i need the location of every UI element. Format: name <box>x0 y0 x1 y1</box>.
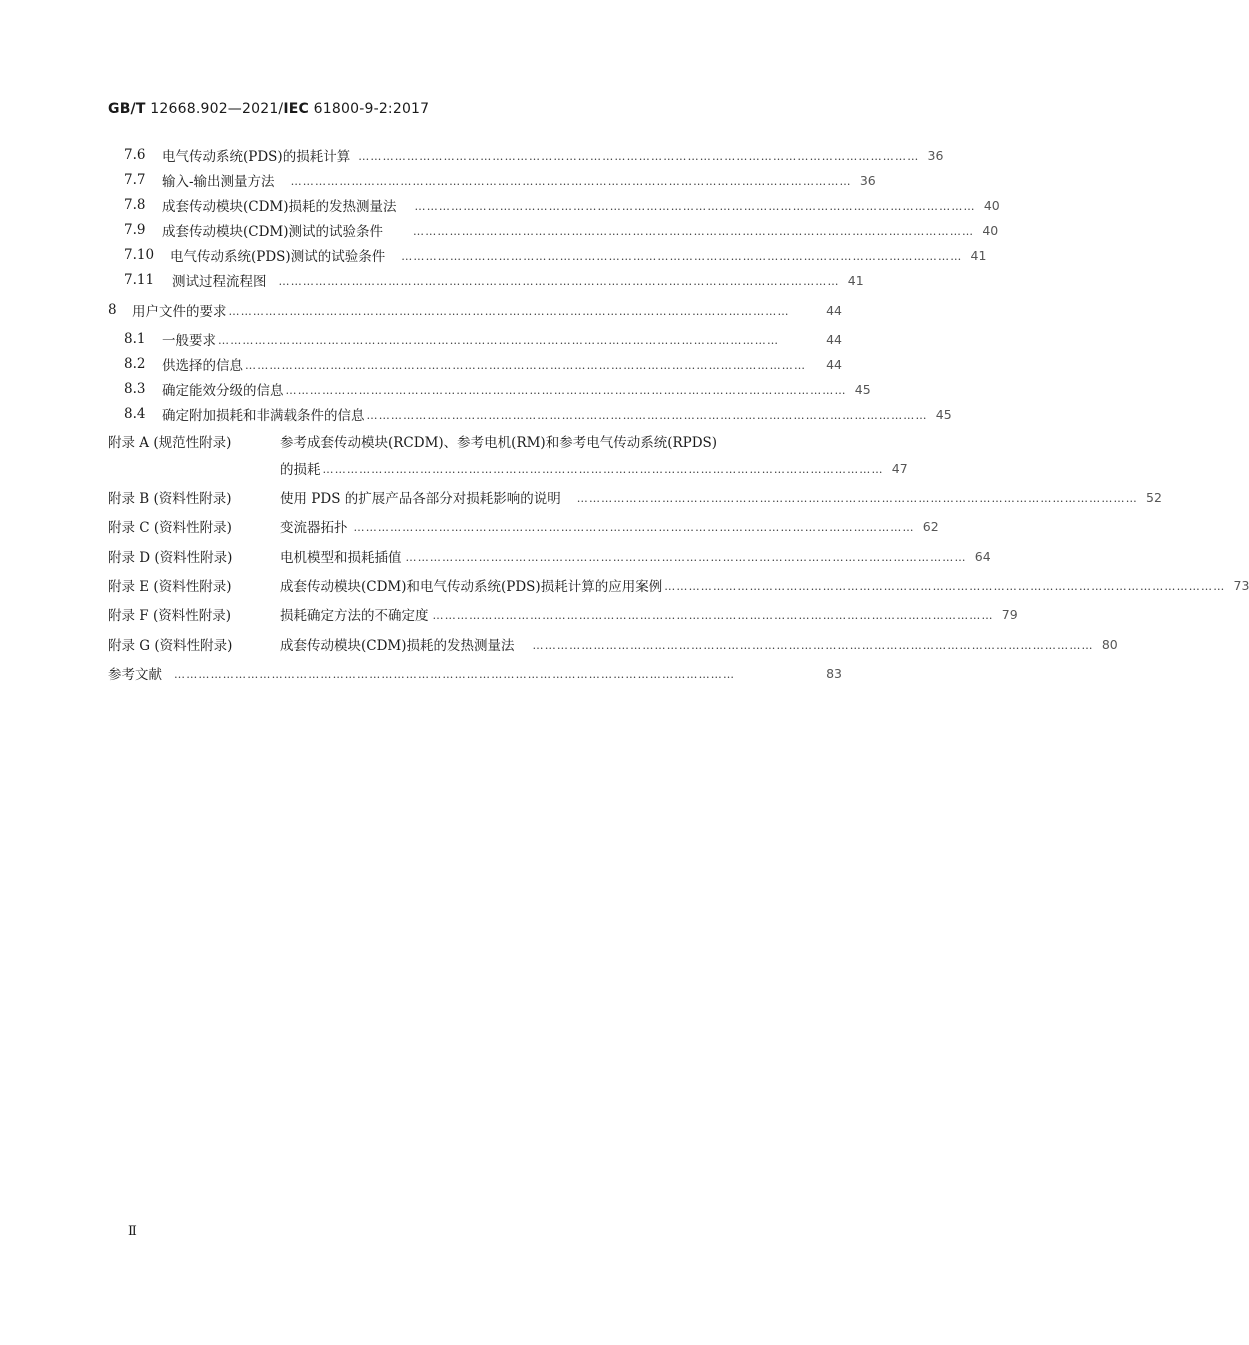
toc-title: 测试过程流程图 <box>172 274 267 290</box>
toc-page: 62 <box>922 518 939 534</box>
toc-leader: ………………………………………………………………………………………………………………………… <box>414 199 976 213</box>
toc-leader: ………………………………………………………………………………………………………………………… <box>576 491 1138 505</box>
toc-title: 供选择的信息 <box>162 358 243 374</box>
toc-page: 44 <box>826 356 842 372</box>
toc-leader: ………………………………………………………………………………………………………………………… <box>218 333 780 347</box>
toc-entry[interactable] <box>0 328 950 350</box>
toc-title-continued: 的损耗 <box>280 462 321 478</box>
toc-title: 用户文件的要求 <box>132 304 227 320</box>
toc-page: 73 <box>1233 577 1249 593</box>
toc-number: 附录 C (资料性附录) <box>108 520 232 536</box>
toc-page: 44 <box>826 331 842 347</box>
iec-code: 61800-9-2:2017 <box>313 101 430 117</box>
toc-entry[interactable] <box>0 353 950 375</box>
toc-leader: ………………………………………………………………………………………………………………………… <box>664 579 1226 593</box>
toc-number: 8.1 <box>124 331 146 347</box>
toc-entry[interactable] <box>0 299 950 321</box>
toc-page: 52 <box>1146 489 1162 505</box>
toc-leader: ………………………………………………………………………………………………………………………… <box>174 667 736 681</box>
toc-number: 7.9 <box>124 222 146 238</box>
toc-leader: ………………………………………………………………………………………………………………………… <box>366 408 928 422</box>
document-header <box>108 101 429 117</box>
toc-leader: ………………………………………………………………………………………………………………………… <box>532 638 1094 652</box>
toc-page: 83 <box>826 665 842 681</box>
toc-leader: ………………………………………………………………………………………………………………………… <box>322 462 884 476</box>
toc-title: 成套传动模块(CDM)损耗的发热测量法 <box>162 199 397 215</box>
toc-number: 7.10 <box>124 247 155 263</box>
toc-page: 44 <box>826 302 842 318</box>
toc-number: 附录 F (资料性附录) <box>108 608 231 624</box>
toc-entry[interactable] <box>0 457 950 479</box>
toc-title: 确定能效分级的信息 <box>162 383 284 399</box>
toc-page: 80 <box>1101 636 1118 652</box>
toc-title: 成套传动模块(CDM)测试的试验条件 <box>162 224 384 240</box>
toc-number: 8.4 <box>124 406 146 422</box>
toc-page: 45 <box>935 406 952 422</box>
toc-title: 变流器拓扑 <box>280 520 348 536</box>
toc-page: 79 <box>1001 606 1018 622</box>
toc-entry[interactable] <box>0 403 950 425</box>
toc-entry[interactable] <box>0 219 999 241</box>
iec-prefix: IEC <box>283 101 310 117</box>
toc-number: 7.6 <box>124 147 146 163</box>
toc-number: 附录 B (资料性附录) <box>108 491 232 507</box>
toc-title: 一般要求 <box>162 333 216 349</box>
toc-page: 40 <box>982 222 999 238</box>
toc-title: 电气传动系统(PDS)测试的试验条件 <box>170 249 386 265</box>
standard-code: 12668.902—2021/ <box>150 101 284 117</box>
toc-page: 36 <box>859 172 876 188</box>
toc-number: 8 <box>108 302 117 318</box>
toc-entry[interactable] <box>0 574 1249 596</box>
toc-number: 附录 G (资料性附录) <box>108 638 233 654</box>
toc-entry[interactable] <box>0 545 991 567</box>
toc-leader: ………………………………………………………………………………………………………………………… <box>432 608 994 622</box>
toc-title: 电机模型和损耗插值 <box>280 550 402 566</box>
toc-title: 确定附加损耗和非满载条件的信息 <box>162 408 365 424</box>
toc-title: 输入-输出测量方法 <box>162 174 275 190</box>
toc-entry[interactable] <box>0 486 1162 508</box>
toc-leader: ………………………………………………………………………………………………………………………… <box>285 383 847 397</box>
toc-page: 36 <box>927 147 944 163</box>
toc-leader: ………………………………………………………………………………………………………………………… <box>245 358 807 372</box>
toc-page: 40 <box>983 197 1000 213</box>
toc-page: 45 <box>854 381 871 397</box>
toc-number: 附录 A (规范性附录) <box>108 435 232 451</box>
standard-prefix: GB/T <box>108 101 146 117</box>
toc-title: 损耗确定方法的不确定度 <box>280 608 429 624</box>
toc-leader: ………………………………………………………………………………………………………………………… <box>290 174 852 188</box>
toc-leader: ………………………………………………………………………………………………………………………… <box>405 550 967 564</box>
toc-entry[interactable] <box>0 662 950 684</box>
toc-entry[interactable] <box>0 269 950 291</box>
toc-entry[interactable] <box>0 194 1000 216</box>
toc-entry[interactable] <box>0 378 950 400</box>
toc-leader: ………………………………………………………………………………………………………………………… <box>228 304 790 318</box>
toc-page: 41 <box>970 247 987 263</box>
toc-number: 7.11 <box>124 272 155 288</box>
toc-leader: ………………………………………………………………………………………………………………………… <box>413 224 975 238</box>
toc-leader: ………………………………………………………………………………………………………………………… <box>353 520 915 534</box>
toc-number: 附录 D (资料性附录) <box>108 550 233 566</box>
toc-entry[interactable] <box>0 244 987 266</box>
toc-page: 41 <box>847 272 864 288</box>
toc-entry[interactable] <box>0 144 950 166</box>
toc-number: 8.2 <box>124 356 146 372</box>
toc-number: 附录 E (资料性附录) <box>108 579 232 595</box>
toc-leader: ………………………………………………………………………………………………………………………… <box>358 149 920 163</box>
toc-number: 7.8 <box>124 197 146 213</box>
toc-entry[interactable] <box>0 603 1018 625</box>
toc-entry[interactable] <box>0 515 950 537</box>
toc-leader: ………………………………………………………………………………………………………………………… <box>401 249 963 263</box>
toc-entry[interactable] <box>0 169 950 191</box>
toc-title: 成套传动模块(CDM)损耗的发热测量法 <box>280 638 515 654</box>
toc-number: 7.7 <box>124 172 146 188</box>
toc-page: 47 <box>891 460 908 476</box>
toc-title: 电气传动系统(PDS)的损耗计算 <box>162 149 351 165</box>
toc-page: 64 <box>974 548 991 564</box>
toc-leader: ………………………………………………………………………………………………………………………… <box>278 274 840 288</box>
toc-title: 使用 PDS 的扩展产品各部分对损耗影响的说明 <box>280 491 561 507</box>
toc-number: 8.3 <box>124 381 146 397</box>
page-number: Ⅱ <box>128 1224 137 1239</box>
toc-title[interactable]: 参考成套传动模块(RCDM)、参考电机(RM)和参考电气传动系统(RPDS) <box>280 435 718 451</box>
toc-title: 参考文献 <box>108 667 162 683</box>
toc-entry[interactable] <box>0 633 1118 655</box>
toc-title: 成套传动模块(CDM)和电气传动系统(PDS)损耗计算的应用案例 <box>280 579 663 595</box>
